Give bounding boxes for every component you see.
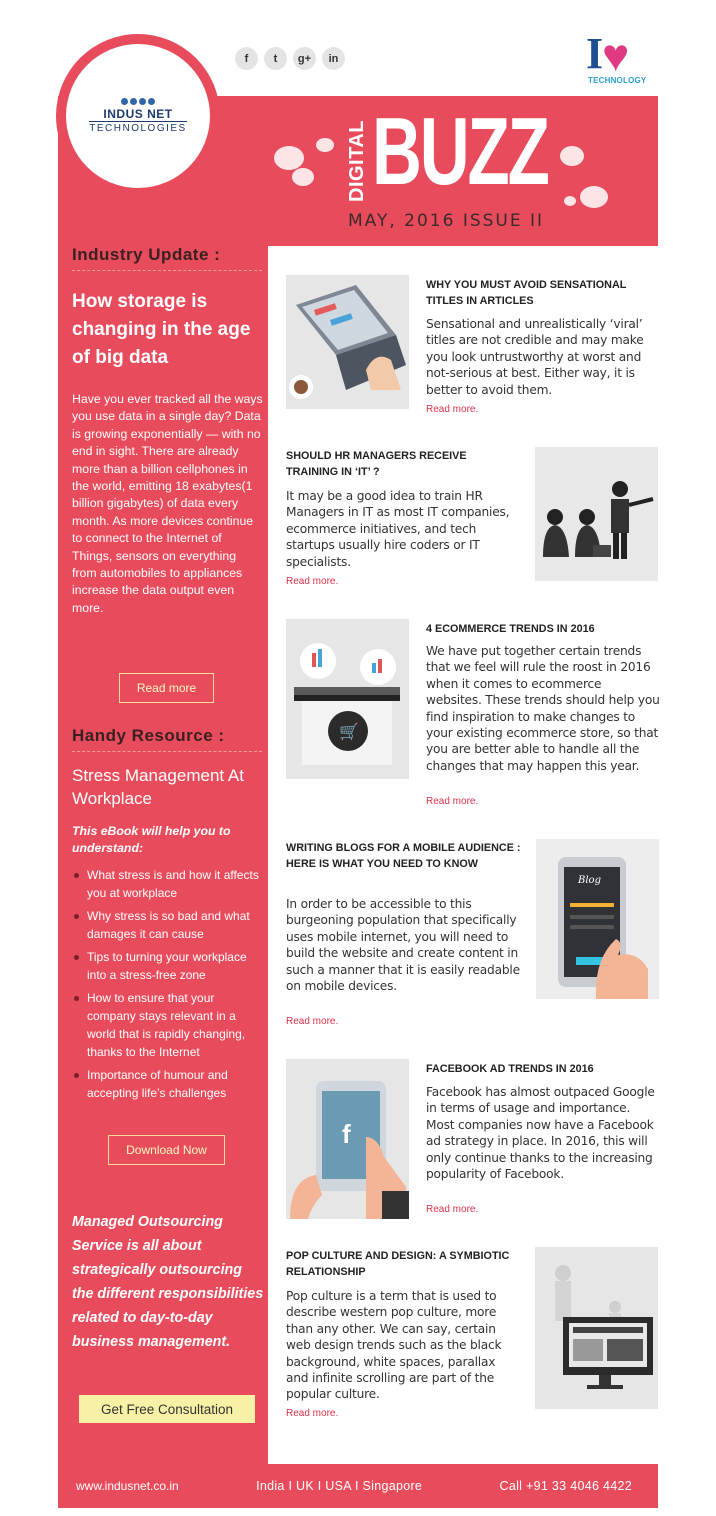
logo-dots-icon [121,98,155,105]
divider [72,270,262,271]
website-link[interactable]: www.indusnet.co.in [76,1479,179,1493]
read-more-link[interactable]: Read more. [426,1204,479,1215]
issue-label: MAY, 2016 ISSUE II [348,211,545,231]
logo-subname: TECHNOLOGIES [89,123,187,134]
list-item: How to ensure that your company stays relevant in a world that is rapidly changing, thanks to the Internet [72,989,264,1061]
handy-resource-heading: Handy Resource : [72,726,225,745]
article-body: Pop culture is a term that is used to describe western pop culture, more than any other. We can say, certain web design trends such as the black background, white spaces, parallax and infinite scrolling are part of the popular culture. [286,1289,502,1402]
presenter-silhouette-icon [535,447,658,581]
list-item: What stress is and how it affects you at workplace [72,866,264,902]
hr-training-illustration [535,447,658,581]
read-more-button[interactable]: Read more [119,673,214,703]
article-title[interactable]: FACEBOOK AD TRENDS IN 2016 [426,1063,594,1075]
speech-bubble-icon [560,146,584,166]
industry-article-body: Have you ever tracked all the ways you use data in a single day? Data is growing exponentially — with no end in sight. There are already more than a billion cellphones in the world, emitting 18 exabytes(1 billion gigabytes) of data every month. As more devices continue to connect to the Internet of Things, sensors on everything from automobiles to appliances increase the data output even more. [72,392,263,615]
social-links [235,47,345,70]
ecommerce-illustration [286,619,409,779]
google-plus-icon[interactable]: g+ [293,47,316,70]
read-more-link[interactable]: Read more. [286,576,339,587]
shop-storefront-icon [286,619,409,779]
list-item: Tips to turning your workplace into a stress-free zone [72,948,264,984]
resource-title[interactable]: Stress Management At Workplace [72,766,244,808]
list-item: Importance of humour and accepting life’s challenges [72,1066,264,1102]
letter-i: I [586,29,604,78]
list-item: Why stress is so bad and what damages it can cause [72,907,264,943]
article-body: We have put together certain trends that we feel will rule the roost in 2016 when it comes to ecommerce websites. These trends should help you find inspiration to make changes to your existing ecommerce store, so that you are better able to handle all the changes that may happen this year. [426,644,660,773]
speech-bubble-icon [316,138,334,152]
facebook-icon[interactable]: f [235,47,258,70]
industry-update-heading: Industry Update : [72,245,221,264]
digital-label: DIGITAL [346,119,368,202]
smartphone-icon [536,839,658,999]
article-title[interactable]: WHY YOU MUST AVOID SENSATIONAL TITLES IN ARTICLES [426,279,627,307]
speech-bubble-icon [580,186,608,208]
monitor-display-icon [535,1247,658,1409]
resource-list [72,866,264,1107]
article-title[interactable]: SHOULD HR MANAGERS RECEIVE TRAINING IN ‘IT’ ? [286,450,467,478]
resource-intro: This eBook will help you to understand: [72,824,231,855]
svg-text:f: f [342,1119,351,1149]
buzz-title: BUZZ [372,98,548,205]
speech-bubble-icon [292,168,314,186]
industry-article-title[interactable]: How storage is changing in the age of big data [72,291,251,368]
divider [72,751,262,752]
article-body: It may be a good idea to train HR Managers in IT as most IT companies, ecommerce initiatives, and tech startups usually hire coders or IT specialists. [286,489,510,569]
read-more-link[interactable]: Read more. [426,404,479,415]
office-locations: India I UK I USA I Singapore [256,1479,423,1493]
article-body: Sensational and unrealistically ‘viral’ titles are not credible and may make you look untrustworthy at worst and not-serious at best. Either way, it is better to avoid them. [426,317,644,397]
article-title[interactable]: POP CULTURE AND DESIGN: A SYMBIOTIC RELATIONSHIP [286,1250,510,1278]
article-title[interactable]: 4 ECOMMERCE TRENDS IN 2016 [426,623,595,635]
svg-text:🛒: 🛒 [339,722,359,741]
technology-label: TECHNOLOGY [588,76,647,85]
download-now-button[interactable]: Download Now [108,1135,225,1165]
twitter-icon[interactable]: t [264,47,287,70]
logo-name: INDUS NET [103,107,173,121]
speech-bubble-icon [274,146,304,170]
laptop-illustration [286,275,409,409]
article-body: Facebook has almost outpaced Google in terms of usage and importance. Most companies now have a Facebook ad strategy in place. In 2016, this will only continue thanks to the increasing popularity of Facebook. [426,1085,655,1182]
company-logo[interactable] [66,44,210,188]
article-title[interactable]: WRITING BLOGS FOR A MOBILE AUDIENCE : HERE IS WHAT YOU NEED TO KNOW [286,842,521,870]
get-free-consultation-button[interactable]: Get Free Consultation [79,1395,255,1423]
read-more-link[interactable]: Read more. [286,1016,339,1027]
linkedin-icon[interactable]: in [322,47,345,70]
read-more-link[interactable]: Read more. [426,796,479,807]
pop-culture-illustration [535,1247,658,1409]
i-love-technology-logo [586,29,656,86]
footer [58,1464,658,1508]
read-more-link[interactable]: Read more. [286,1408,339,1419]
facebook-ads-illustration [286,1059,409,1219]
article-body: In order to be accessible to this burgeoning population that specifically uses mobile internet, you will need to build the website and create content in such a manner that it is easily readable on mobile devices. [286,897,520,994]
tablet-facebook-icon [286,1059,409,1219]
speech-bubble-icon [564,196,576,206]
heart-icon: ♥ [602,29,630,81]
promo-text: Managed Outsourcing Service is all about strategically outsourcing the different responsibilities related to day-to-day business management. [72,1214,264,1350]
laptop-icon [286,275,409,409]
svg-text:Blog: Blog [578,875,601,886]
mobile-blog-illustration [536,839,659,999]
phone-number[interactable]: Call +91 33 4046 4422 [499,1479,632,1493]
